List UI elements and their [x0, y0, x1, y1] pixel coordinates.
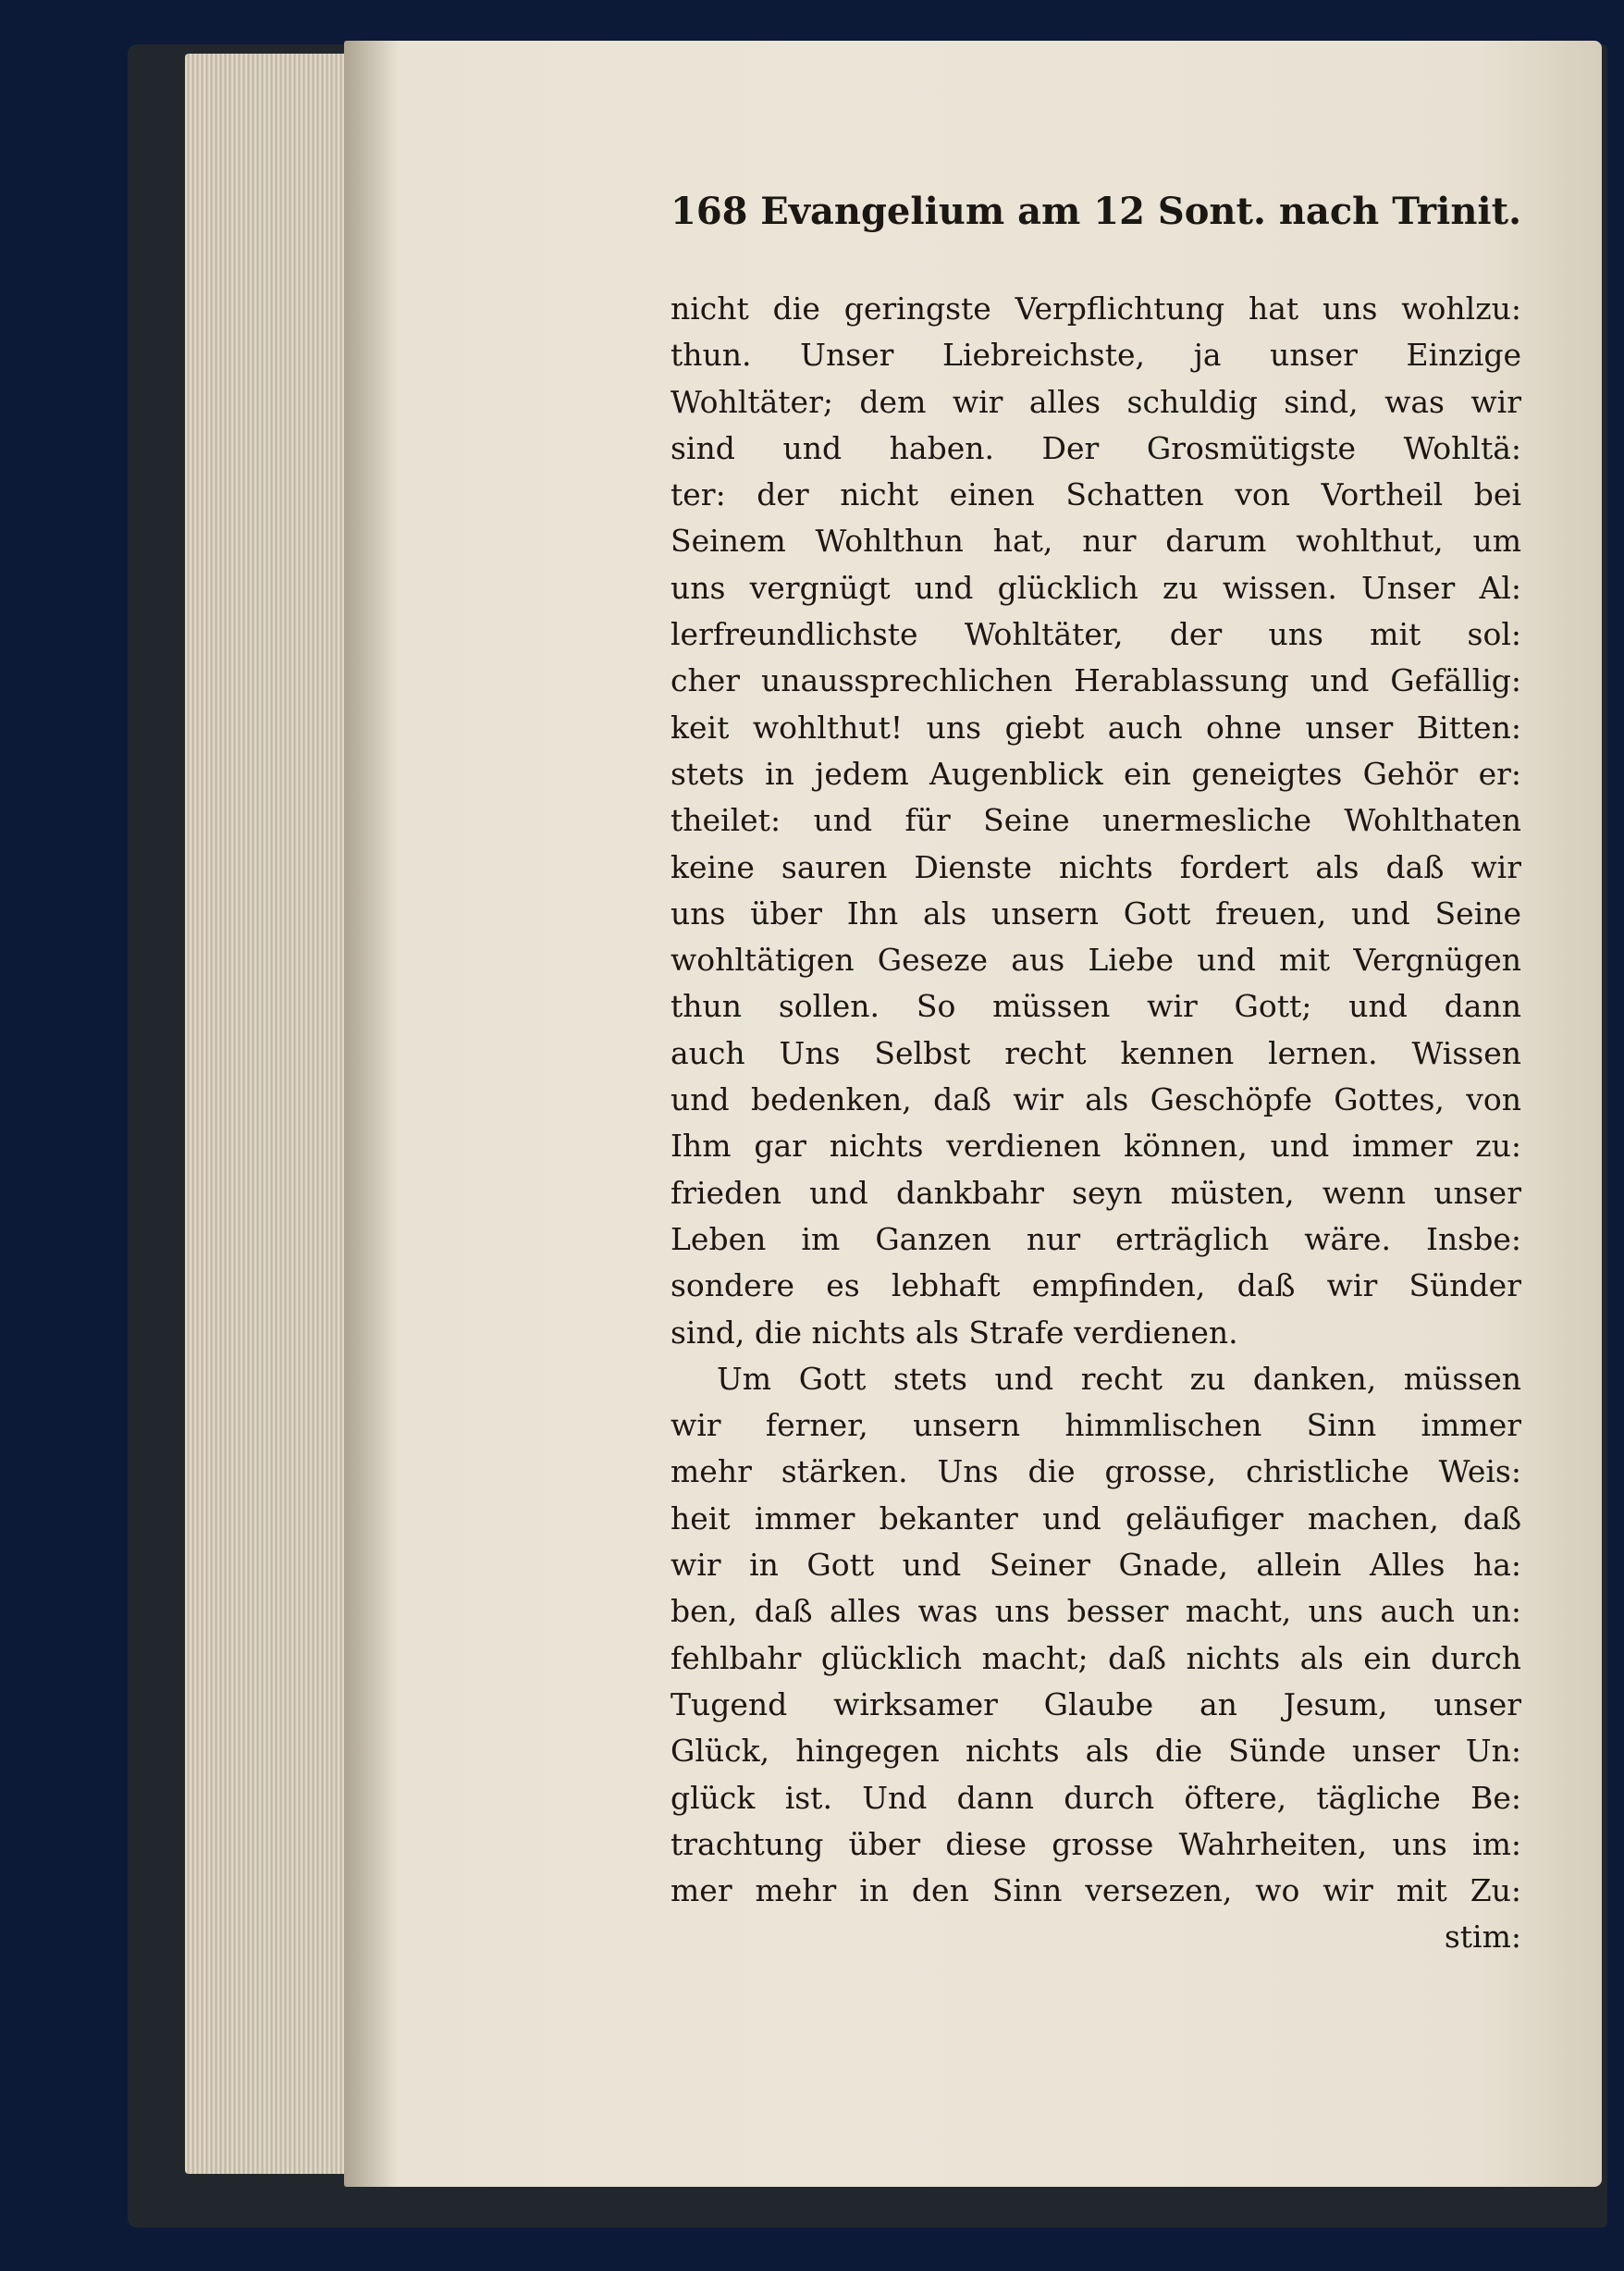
text-line: uns über Ihn als unsern Gott freuen, und Seine: [671, 895, 1521, 932]
text-line: Glück, hingegen nichts als die Sünde unser Un:: [671, 1733, 1521, 1770]
body-text: [671, 286, 1521, 1961]
text-line: ben, daß alles was uns besser macht, uns auch un:: [671, 1593, 1521, 1630]
text-line: ter: der nicht einen Schatten von Vortheil bei: [671, 476, 1521, 513]
text-line: Seinem Wohlthun hat, nur darum wohlthut, um: [671, 523, 1521, 560]
text-line: wir ferner, unsern himmlischen Sinn immer: [671, 1407, 1521, 1444]
text-line: frieden und dankbahr seyn müsten, wenn unser: [671, 1174, 1521, 1211]
text-line: Ihm gar nichts verdienen können, und immer zu:: [671, 1128, 1521, 1165]
text-line: uns vergnügt und glücklich zu wissen. Unser Al:: [671, 569, 1521, 606]
text-line: mer mehr in den Sinn versezen, wo wir mit Zu:: [671, 1872, 1521, 1909]
text-line: wohltätigen Geseze aus Liebe und mit Vergnügen: [671, 942, 1521, 979]
text-line: lerfreundlichste Wohltäter, der uns mit sol:: [671, 616, 1521, 653]
text-line: heit immer bekanter und geläufiger machen, daß: [671, 1500, 1521, 1537]
text-line: thun. Unser Liebreichste, ja unser Einzige: [671, 337, 1521, 374]
gutter-shadow: [344, 41, 400, 2187]
text-line: sondere es lebhaft empfinden, daß wir Sünder: [671, 1267, 1521, 1304]
catchword: stim:: [1444, 1919, 1521, 1956]
text-line: keine sauren Dienste nichts fordert als daß wir: [671, 848, 1521, 885]
text-line: thun sollen. So müssen wir Gott; und dann: [671, 988, 1521, 1025]
text-line: nicht die geringste Verpflichtung hat uns wohlzu:: [671, 290, 1521, 327]
text-line: keit wohlthut! uns giebt auch ohne unser Bitten:: [671, 709, 1521, 746]
text-line: sind und haben. Der Grosmütigste Wohltä:: [671, 429, 1521, 466]
text-line: auch Uns Selbst recht kennen lernen. Wissen: [671, 1034, 1521, 1071]
text-line: Um Gott stets und recht zu danken, müssen: [717, 1360, 1521, 1397]
text-line: Tugend wirksamer Glaube an Jesum, unser: [671, 1685, 1521, 1722]
page-text-block: [671, 190, 1521, 1961]
running-header: [671, 190, 1521, 249]
text-line: glück ist. Und dann durch öftere, tägliche Be:: [671, 1779, 1521, 1816]
text-line: wir in Gott und Seiner Gnade, allein Alles ha:: [671, 1547, 1521, 1584]
text-line: cher unaussprechlichen Herablassung und Gefällig:: [671, 662, 1521, 699]
text-line: Wohltäter; dem wir alles schuldig sind, was wir: [671, 383, 1521, 420]
text-line: fehlbahr glücklich macht; daß nichts als ein durch: [671, 1639, 1521, 1676]
running-title: Evangelium am 12 Sont. nach Trinit.: [760, 190, 1521, 233]
page-stack-edge: [185, 54, 350, 2174]
text-line: Leben im Ganzen nur erträglich wäre. Insbe:: [671, 1220, 1521, 1257]
text-line: mehr stärken. Uns die grosse, christliche Weis:: [671, 1453, 1521, 1490]
page-number: 168: [671, 190, 748, 233]
text-line: und bedenken, daß wir als Geschöpfe Gottes, von: [671, 1081, 1521, 1118]
text-line: theilet: und für Seine unermesliche Wohlthaten: [671, 802, 1521, 839]
text-line: sind, die nichts als Strafe verdienen.: [671, 1314, 1238, 1351]
text-line: trachtung über diese grosse Wahrheiten, uns im:: [671, 1825, 1521, 1862]
text-line: stets in jedem Augenblick ein geneigtes Gehör er:: [671, 755, 1521, 792]
